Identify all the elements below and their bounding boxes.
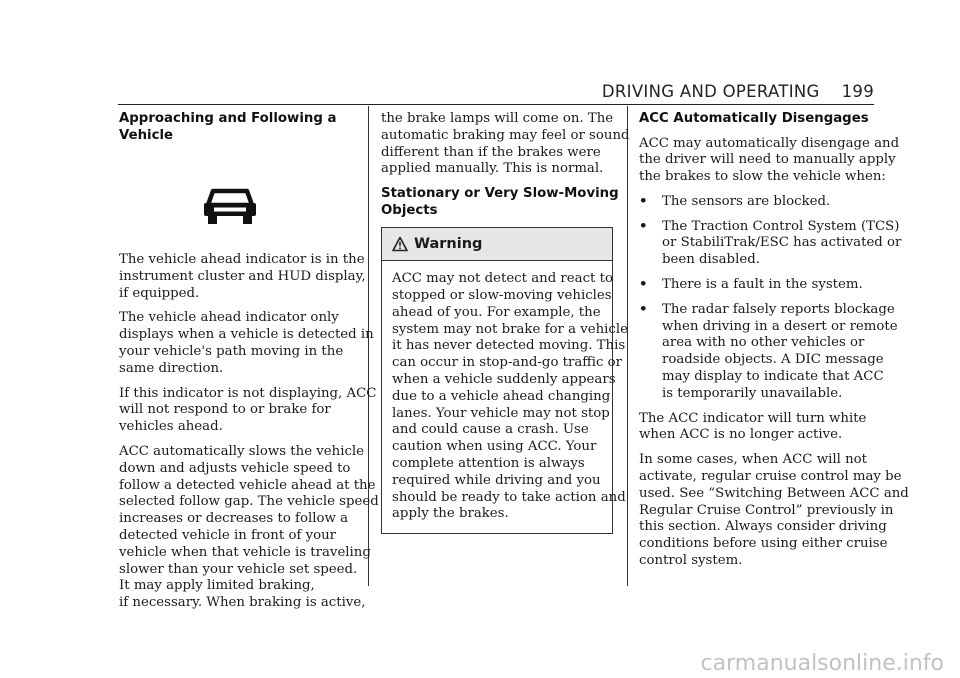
column-divider-right	[627, 106, 628, 586]
paragraph: the brake lamps will come on. The automatic braking may feel or sound different than if the brakes were applied manually. This is normal.	[381, 111, 630, 177]
heading-acc-disengages: ACC Automatically Disengages	[639, 111, 869, 126]
warning-text: ACC may not detect and react to stopped or slow-moving vehicles ahead of you. For example, the system may not brake for a vehicle it has never detected moving. This can occur in stop-and-go traffic or when a vehicle suddenly appears due to a vehicle ahead changing lanes. Your vehicle may not stop and could cause a crash. Use caution when using ACC. Your complete attention is always required while driving and you should be ready to take action and apply the brakes.	[392, 271, 629, 522]
paragraph: In some cases, when ACC will not activate, regular cruise control may be used. See “Switching Between ACC and Regular Cruise Control” previously in this section. Always consider driving conditions before using either cruise control system.	[639, 452, 909, 569]
list-item: • The Traction Control System (TCS) or StabiliTrak/ESC has activated or been disabled.	[639, 218, 902, 268]
bullet-marker: •	[639, 277, 648, 293]
page-number: 199	[841, 82, 874, 101]
list-item: • There is a fault in the system.	[639, 277, 863, 293]
section-title: DRIVING AND OPERATING	[601, 82, 820, 101]
bullet-marker: •	[639, 301, 648, 317]
page-header	[602, 82, 874, 101]
paragraph: The ACC indicator will turn white when ACC is no longer active.	[639, 410, 867, 443]
column-divider-left	[368, 106, 369, 586]
bullet-marker: •	[639, 193, 648, 209]
heading-stationary-objects: Stationary or Very Slow-Moving Objects	[381, 186, 619, 218]
heading-approaching: Approaching and Following a Vehicle	[119, 111, 337, 143]
paragraph: The vehicle ahead indicator only displays when a vehicle is detected in your vehicle's path moving in the same direction.	[119, 310, 374, 376]
list-item: • The sensors are blocked.	[639, 193, 831, 209]
paragraph: ACC may automatically disengage and the driver will need to manually apply the brakes to slow the vehicle when:	[639, 135, 900, 185]
header-rule	[118, 104, 874, 105]
warning-box	[381, 227, 629, 534]
paragraph: If this indicator is not displaying, ACC will not respond to or brake for vehicles ahead.	[119, 385, 377, 435]
column-2	[381, 111, 630, 534]
paragraph: The vehicle ahead indicator is in the instrument cluster and HUD display, if equipped.	[119, 252, 366, 301]
watermark: carmanualsonline.info	[700, 651, 944, 676]
list-item: • The radar falsely reports blockage when driving in a desert or remote area with no other vehicles or roadside objects. A DIC message may display to indicate that ACC is temporarily unavailable.	[639, 301, 898, 401]
warning-triangle-icon	[392, 236, 408, 252]
paragraph: ACC automatically slows the vehicle down and adjusts vehicle speed to follow a detected vehicle ahead at the selected follow gap. The vehicle speed increases or decreases to follow a detected vehicle in front of your vehicle when that vehicle is traveling slower than your vehicle set speed. It may apply limited braking, if necessary. When braking is active,	[119, 443, 379, 611]
warning-title: Warning	[414, 235, 483, 252]
bullet-marker: •	[639, 218, 648, 234]
warning-header	[382, 228, 612, 261]
column-1	[119, 111, 379, 620]
column-3	[639, 111, 909, 578]
vehicle-ahead-icon	[119, 152, 359, 252]
